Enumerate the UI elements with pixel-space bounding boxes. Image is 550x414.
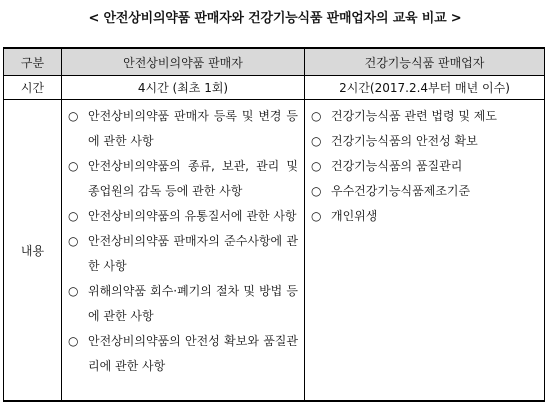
list-item-text: 건강기능식품의 안전성 확보 xyxy=(331,134,478,148)
list-item-text: 건강기능식품 관련 법령 및 제도 xyxy=(331,109,497,123)
circle-bullet-icon: ○ xyxy=(68,109,79,123)
list-item-text: 안전상비의약품의 종류, 보관, 관리 및 종업원의 감독 등에 관한 사항 xyxy=(88,159,298,198)
list-item xyxy=(68,279,298,329)
list-item-text: 안전상비의약품 판매자 등록 및 변경 등에 관한 사항 xyxy=(88,109,298,148)
circle-bullet-icon: ○ xyxy=(311,134,322,148)
list-item-text: 안전상비의약품의 유통질서에 관한 사항 xyxy=(88,209,297,223)
list-item-text: 안전상비의약품 판매자의 준수사항에 관한 사항 xyxy=(88,234,298,273)
list-item xyxy=(68,104,298,154)
circle-bullet-icon: ○ xyxy=(68,284,79,298)
circle-bullet-icon: ○ xyxy=(68,334,79,348)
list-item xyxy=(311,204,538,229)
comparison-table xyxy=(3,47,545,402)
list-item xyxy=(311,179,538,204)
list-item-text: 건강기능식품의 품질관리 xyxy=(331,159,463,173)
circle-bullet-icon: ○ xyxy=(311,159,322,173)
list-item xyxy=(311,154,538,179)
table-row-time xyxy=(4,76,545,100)
circle-bullet-icon: ○ xyxy=(68,159,79,173)
circle-bullet-icon: ○ xyxy=(311,184,322,198)
circle-bullet-icon: ○ xyxy=(68,234,79,248)
table-header-row xyxy=(4,48,545,76)
list-item xyxy=(68,154,298,204)
list-item xyxy=(68,329,298,379)
header-health-food-seller: 건강기능식품 판매업자 xyxy=(305,48,545,76)
row-label-content: 내용 xyxy=(4,100,62,402)
content-health-food xyxy=(305,100,545,402)
row-label-time: 시간 xyxy=(4,76,62,100)
circle-bullet-icon: ○ xyxy=(311,109,322,123)
list-item xyxy=(311,129,538,154)
health-food-topic-list xyxy=(305,100,544,229)
header-safe-medicine-seller: 안전상비의약품 판매자 xyxy=(62,48,305,76)
list-item-text: 우수건강기능식품제조기준 xyxy=(331,184,471,198)
list-item xyxy=(311,104,538,129)
list-item-text: 위해의약품 회수·폐기의 절차 및 방법 등에 관한 사항 xyxy=(88,284,298,323)
header-category: 구분 xyxy=(4,48,62,76)
safe-medicine-topic-list xyxy=(62,100,304,379)
document-title: < 안전상비의약품 판매자와 건강기능식품 판매업자의 교육 비교 > xyxy=(88,11,462,26)
table-row-content xyxy=(4,100,545,402)
circle-bullet-icon: ○ xyxy=(311,209,322,223)
content-safe-medicine xyxy=(62,100,305,402)
circle-bullet-icon: ○ xyxy=(68,209,79,223)
list-item xyxy=(68,229,298,279)
time-health-food: 2시간(2017.2.4부터 매년 이수) xyxy=(305,76,545,100)
list-item xyxy=(68,204,298,229)
list-item-text: 안전상비의약품의 안전성 확보와 품질관리에 관한 사항 xyxy=(88,334,298,373)
time-safe-medicine: 4시간 (최초 1회) xyxy=(62,76,305,100)
list-item-text: 개인위생 xyxy=(331,209,378,223)
